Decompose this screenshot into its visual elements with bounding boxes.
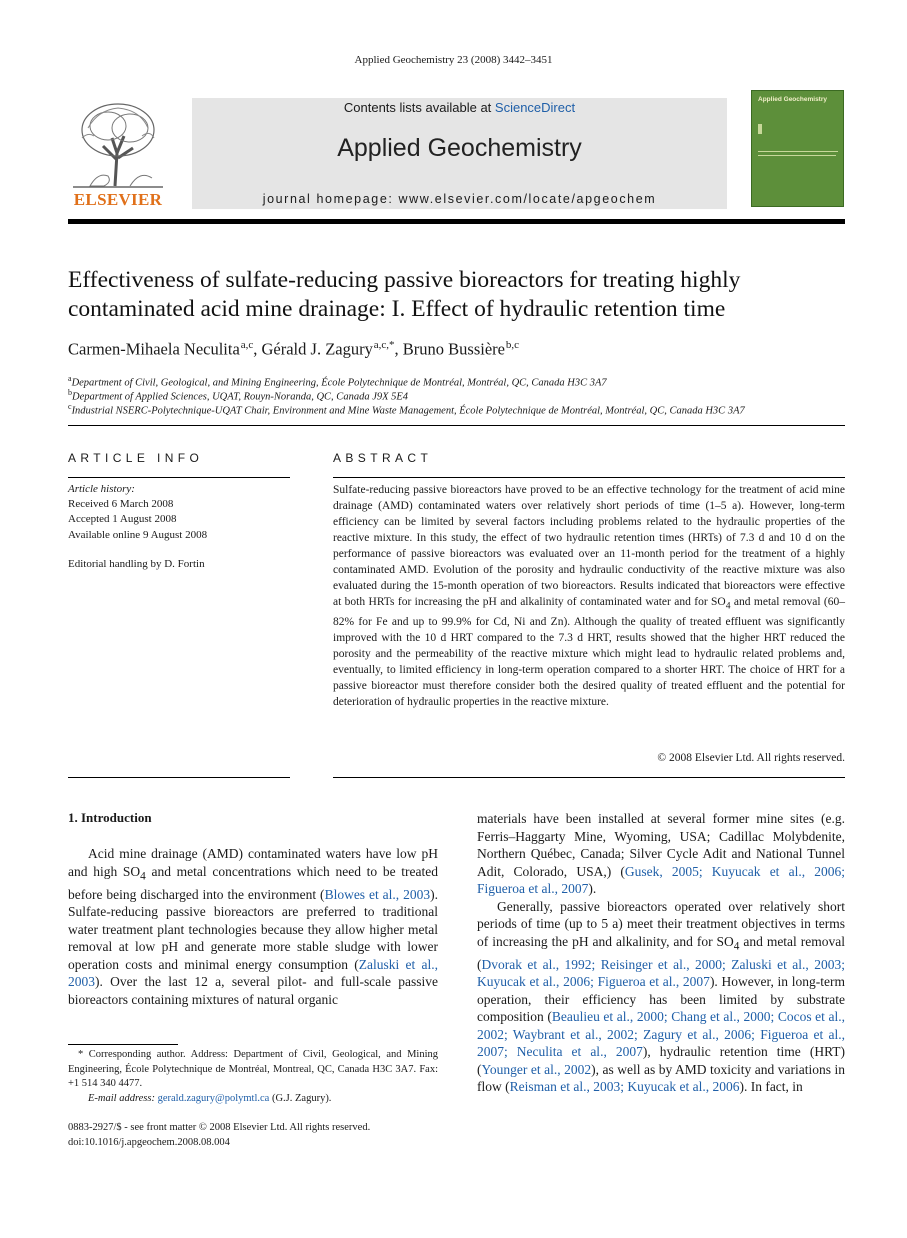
article-title-line: contaminated acid mine drainage: I. Effect of hydraulic retention time [68, 296, 726, 322]
elsevier-wordmark: ELSEVIER [73, 190, 163, 209]
text-run: Generally, passive bioreactors operated over relatively short periods of time (up to 5 a) meet their treatment objectives in terms of increasing the pH and alkalinity, and for SO [477, 898, 845, 949]
journal-name: Applied Geochemistry [337, 134, 582, 162]
author-name[interactable]: Bruno Bussière [402, 339, 505, 359]
text-run: ). Sulfate-reducing passive bioreactors are preferred to traditional water treatment plant technologies because they allow higher metal removal at low pH and generate more stable sludge with lower operation costs and minimal energy consumption ( [68, 886, 438, 972]
text-run: ). [588, 881, 597, 896]
divider [68, 477, 290, 478]
text-run: materials have been installed at several former mine sites (e.g. Ferris–Haggarty Mine, Wyoming, USA; Cadillac Molybdenite, Northern Québec, Canada; Silver Cycle Adit and National Tunnel Adit, Colorado, USA,) ( [477, 811, 845, 879]
email-link[interactable]: gerald.zagury@polymtl.ca [157, 1092, 270, 1104]
subscript: 4 [733, 940, 740, 953]
text-run: ). In fact, in [739, 1079, 803, 1095]
text-run: ), hydraulic retention time (HRT) ( [477, 1044, 845, 1077]
subscript: 4 [140, 870, 146, 883]
elsevier-logo[interactable] [68, 98, 168, 210]
tree-icon [68, 98, 168, 190]
journal-cover-thumbnail[interactable] [751, 90, 844, 207]
paragraph [477, 810, 845, 898]
affiliation-text: Industrial NSERC-Polytechnique-UQAT Chair, Environment and Mine Waste Management, École Polytechnique de Montréal, Montréal, QC, Canada H3C 3A7 [71, 405, 745, 417]
subscript: 4 [725, 600, 731, 612]
text-run: and metal removal ( [477, 933, 845, 972]
email-suffix: (G.J. Zagury). [269, 1092, 332, 1104]
body-column-left [68, 845, 438, 1008]
reference-link[interactable]: Gusek, 2005; Kuyucak et al., 2006; Figueroa et al., 2007 [477, 863, 845, 896]
author-name[interactable]: Gérald J. Zagury [261, 339, 373, 359]
paragraph [68, 845, 438, 1008]
abstract-text [333, 482, 845, 710]
divider [68, 777, 290, 778]
cover-title: Applied Geochemistry [758, 96, 827, 103]
accepted-date: Accepted 1 August 2008 [68, 513, 177, 526]
front-matter [68, 1121, 438, 1150]
affiliation-text: Department of Applied Sciences, UQAT, Rouyn-Noranda, QC, Canada J9X 5E4 [72, 391, 409, 403]
cover-decoration [758, 155, 836, 156]
author-affil-mark: a,c,* [373, 339, 395, 351]
abstract-part: and metal removal (60–82% for Fe and up to 99.9% for Cd, Ni and Zn). Although the quality of treated effluent was significantly improved with the 10 d HRT compared to the 7.3 d HRT, results showed that the higher HRT reduced the porosity and the permeability of the reactive mixture which might lead to hydraulic related problems and, eventually, to limited efficiency in long-term operation compared to a shorter HRT. The choice of HRT for a passive bioreactor must therefore consider both the desired quality of treated effluent and the potential for deterioration of hydraulic properties in the reactive mixture. [333, 596, 846, 709]
abstract-part: Sulfate-reducing passive bioreactors have proved to be an effective technology for the treatment of acid mine drainage (AMD) contaminated waters over relatively short periods of time (1–5 a). However, long-term efficiency can be limited by several factors including problems related to the hydraulic properties of the reactive mixture. In this study, the effect of two hydraulic retention times (HRTs) of 7.3 d and 10 d on the performance of passive bioreactors was evaluated over an 11-month period for the treatment of a highly contaminated AMD. Evolution of the porosity and hydraulic conductivity of the reactive mixture was also evaluated during the 15-month operation of two bioreactors. Results indicated that bioreactors were effective at both HRTs for increasing the pH and alkalinity of contaminated water and for SO [333, 484, 845, 608]
section-heading: 1. Introduction [68, 810, 152, 825]
abstract-heading: ABSTRACT [333, 451, 433, 465]
copyright-notice: © 2008 Elsevier Ltd. All rights reserved. [657, 752, 845, 764]
author-affil-mark: b,c [505, 339, 520, 351]
online-date: Available online 9 August 2008 [68, 528, 208, 541]
affiliation-mark: b [68, 388, 72, 397]
cover-decoration [758, 124, 762, 134]
article-info-heading: ARTICLE INFO [68, 451, 204, 465]
contents-line [192, 100, 727, 115]
affiliation [68, 400, 848, 419]
history-label: Article history: [68, 483, 135, 495]
text-run: and metal concentrations which need to be treated before being discharged into the environment ( [68, 863, 439, 902]
body-column-right [477, 810, 845, 1096]
affiliation-mark: c [68, 402, 72, 411]
header-rule [68, 219, 845, 224]
article-info [68, 482, 290, 572]
text-run: ). Over the last 12 a, several pilot- and full-scale passive bioreactors containing mixtures of natural organic [68, 974, 438, 1007]
journal-homepage[interactable]: journal homepage: www.elsevier.com/locate/apgeochem [262, 192, 657, 206]
reference-link[interactable]: Younger et al., 2002 [481, 1061, 592, 1077]
article-title [68, 266, 848, 324]
article-title-line: Effectiveness of sulfate-reducing passive bioreactors for treating highly [68, 267, 741, 293]
footnote-divider [68, 1044, 178, 1045]
cover-decoration [758, 151, 838, 152]
sciencedirect-link[interactable]: ScienceDirect [494, 100, 576, 115]
divider [68, 425, 845, 426]
author-list [68, 339, 848, 360]
doi-line[interactable]: doi:10.1016/j.apgeochem.2008.08.004 [68, 1136, 230, 1148]
affiliation-mark: a [68, 374, 72, 383]
corresponding-author-note: * Corresponding author. Address: Department of Civil, Geological, and Mining Engineering, École Polytechnique de Montréal, Montreal, QC, Canada H3C 3A7. Fax: +1 514 340 4477. [68, 1049, 438, 1089]
affiliation-text: Department of Civil, Geological, and Mining Engineering, École Polytechnique de Montréal, Montréal, QC, Canada H3C 3A7 [71, 377, 607, 389]
paragraph [477, 898, 845, 1096]
email-note [68, 1092, 438, 1107]
footnote [68, 1048, 438, 1106]
reference-link[interactable]: Dvorak et al., 1992; Reisinger et al., 2000; Zaluski et al., 2003; Kuyucak et al., 2006; Figueroa et al., 2007 [477, 956, 845, 990]
text-run: ), as well as by AMD toxicity and variations in flow ( [477, 1061, 845, 1095]
author-separator: , [394, 339, 403, 359]
journal-citation: Applied Geochemistry 23 (2008) 3442–3451 [354, 54, 553, 66]
editorial-handling: Editorial handling by D. Fortin [68, 557, 205, 570]
author-separator: , [253, 339, 262, 359]
received-date: Received 6 March 2008 [68, 498, 174, 511]
reference-link[interactable]: Reisman et al., 2003; Kuyucak et al., 2006 [509, 1079, 740, 1095]
author-affil-mark: a,c [240, 339, 254, 351]
journal-banner [192, 98, 727, 209]
text-run: Acid mine drainage (AMD) contaminated waters have low pH and high SO [68, 846, 438, 879]
email-label: E-mail address: [88, 1092, 158, 1104]
contents-prefix: Contents lists available at [343, 100, 495, 115]
divider [333, 477, 845, 478]
issn-line: 0883-2927/$ - see front matter © 2008 Elsevier Ltd. All rights reserved. [68, 1122, 371, 1133]
reference-link[interactable]: Beaulieu et al., 2000; Chang et al., 2000; Cocos et al., 2002; Waybrant et al., 2002; Zagury et al., 2006; Figueroa et al., 2007; Neculita et al., 2007 [477, 1009, 845, 1060]
divider [333, 777, 845, 778]
author-name[interactable]: Carmen-Mihaela Neculita [68, 339, 240, 359]
text-run: ). However, in long-term operation, their efficiency has been limited by substrate composition ( [477, 974, 845, 1025]
reference-link[interactable]: Blowes et al., 2003 [324, 886, 431, 902]
reference-link[interactable]: Zaluski et al., 2003 [68, 956, 438, 990]
